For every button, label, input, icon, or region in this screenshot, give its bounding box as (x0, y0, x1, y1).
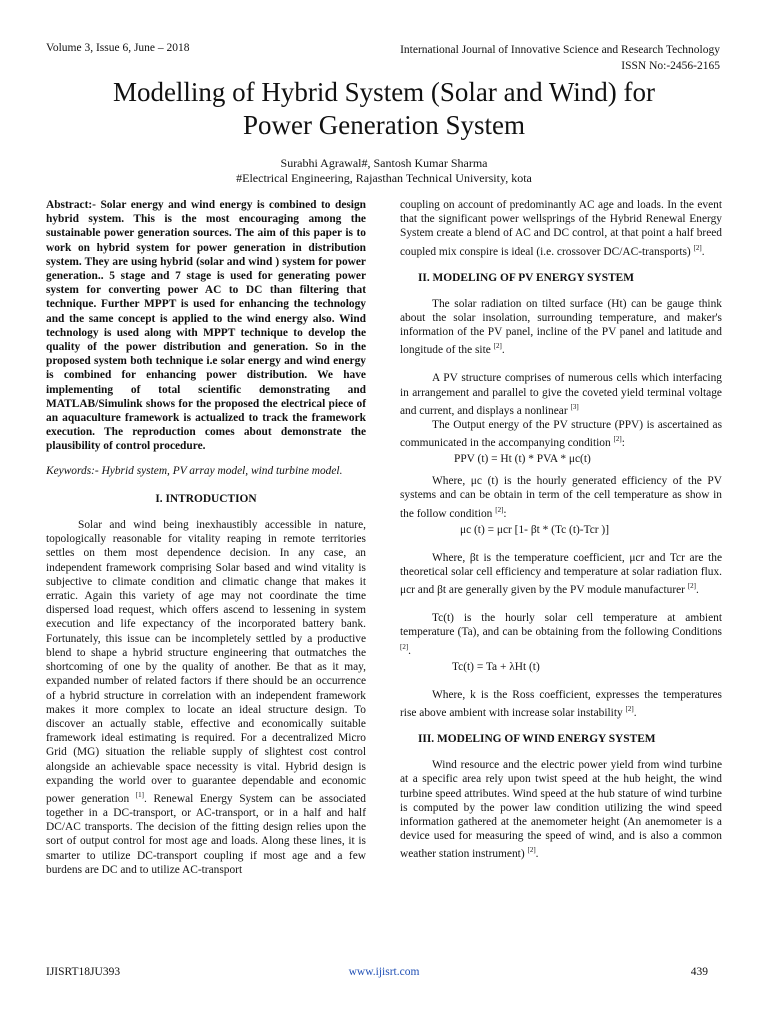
citation: [2] (613, 435, 622, 444)
right-column (400, 198, 722, 861)
intro-text: Solar and wind being inexhaustibly accessible in nature, topologically reasonable for vitality reaping in remote territories settles on them most dependence decision. In any case, an independent framework comprising Solar based and wind vitality is subjective to climate condition and climatic change that makes it erratic. Again this variety of age may not coordinate the time dispersed load request, which offers ascend to lessening in system execution and life expectancy of the incorporated battery bank. Fortunately, this issue can be incompletely settled by a productive blend to shape a hybrid structure engineering that outmatches the shortcoming of one by the quality of another. Be that as it may, expanded number of related factors if there should be an occurrence of a hybrid structure in correlation with an independent framework makes it more complex to locate an ideal structure design. To discover an actually stable, effective and economically suitable framework ideal estimating is required. For a decentralized Micro Grid (MG) situation the reliable supply of slightest cost control alongside an achievable space necessity is vital. Hybrid design is expanding the world over to guarantee dependable and economic power generation (46, 519, 366, 805)
paragraph: Tc(t) is the hourly solar cell temperature at ambient temperature (Ta), and can be obtaining from the following Conditions [2]. (400, 612, 722, 657)
journal-volume: Volume 3, Issue 6, June – 2018 (46, 42, 190, 54)
title-line-1: Modelling of Hybrid System (Solar and Wind) for (112, 77, 656, 107)
section-heading-wind: III. MODELING OF WIND ENERGY SYSTEM (418, 733, 656, 746)
paragraph-text: A PV structure comprises of numerous cells which interfacing in arrangement and parallel to give the coveted yield terminal voltage and current, and displays a nonlinear (400, 372, 722, 417)
section-heading-introduction: I. INTRODUCTION (155, 492, 257, 505)
citation: [2] (400, 642, 409, 651)
citation: [2] (493, 342, 502, 351)
intro-text-cont: . Renewal Energy System can be associated together in a DC-transport, or AC-transport, or in a half and half DC/AC transports. The decision of the fitting design relies upon the sort of output control for most age and loads. Along these lines, it is smarter to utilize DC-transport coupling if most age and a few burdens are DC and to utilize AC-transport (46, 792, 366, 876)
page-number: 439 (690, 966, 708, 978)
author-names: Surabhi Agrawal#, Santosh Kumar Sharma (280, 156, 488, 170)
citation: [1] (135, 790, 144, 799)
citation: [2] (625, 705, 634, 714)
journal-name: International Journal of Innovative Science and Research Technology (400, 44, 720, 56)
paragraph-text: Tc(t) is the hourly solar cell temperature at ambient temperature (Ta), and can be obtaining from the following Conditions (400, 612, 722, 639)
keywords: Keywords:- Hybrid system, PV array model, wind turbine model. (46, 464, 343, 477)
section-heading-pv: II. MODELING OF PV ENERGY SYSTEM (418, 271, 635, 284)
paragraph: Where, βt is the temperature coefficient, μcr and Tcr are the theoretical solar cell efficiency and temperature at solar radiation flux. μcr and βt are generally given by the PV module manufacturer [2]. (400, 551, 722, 597)
citation: [2] (495, 505, 504, 514)
paragraph: coupling on account of predominantly AC age and loads. In the event that the significant power wellsprings of the Hybrid Renewal Energy System create a blend of AC and DC control, at that point a half breed coupled mix conspire is ideal (i.e. crossover DC/AC-transports) [2]. (400, 199, 722, 258)
paragraph-text: The solar radiation on tilted surface (Ht) can be gauge think about the solar insolation, surrounding temperature, and maker's information of the PV panel, incline of the PV panel and latitude and longitude of the site (400, 297, 722, 357)
paragraph (400, 371, 722, 417)
equation-cell-temperature: Tc(t) = Ta + λHt (t) (452, 660, 540, 673)
citation: [2] (693, 243, 702, 252)
paragraph-text: coupling on account of predominantly AC age and loads. In the event that the significant power wellsprings of the Hybrid Renewal Energy System create a blend of AC and DC control, at that point a half breed coupled mix conspire is ideal (i.e. crossover DC/AC-transports) (400, 199, 722, 258)
paragraph: Where, μc (t) is the hourly generated efficiency of the PV systems and can be obtain in term of the cell temperature as show in the follow condition [2]: (400, 475, 722, 520)
paper-id: IJISRT18JU393 (46, 966, 121, 978)
paragraph-text: Where, μc (t) is the hourly generated efficiency of the PV systems and can be obtain in term of the cell temperature as show in the follow condition (400, 475, 722, 520)
author-affiliation: #Electrical Engineering, Rajasthan Technical University, kota (236, 171, 532, 185)
paragraph: The Output energy of the PV structure (PPV) is ascertained as communicated in the accompanying condition [2]: (400, 418, 722, 449)
citation: [3] (570, 402, 579, 411)
paragraph-text: Where, βt is the temperature coefficient, μcr and Tcr are the theoretical solar cell efficiency and temperature at solar radiation flux. μcr and βt are generally given by the PV module manufacturer (400, 551, 722, 597)
paragraph-text: Wind resource and the electric power yield from wind turbine at a specific area rely upon twist speed at the hub height, the wind turbine speed attributes. Wind speed at the hub stature of wind turbine is computed by the power law condition utilizing the wind speed information gathered at the anemometer height (An anemometer is a device used for measuring the speed of wind, and is also a common weather station instrument) (400, 759, 722, 861)
abstract: Abstract:- Solar energy and wind energy is combined to design hybrid system. This is the most encouraging among the sustainable power generation sources. The aim of this paper is to work on hybrid system for power generation in distribution system. They are using hybrid (solar and wind ) system for power generation.. 5 stage and 7 stage is used for generating power system for converting power AC to DC than filtering that technique. Further MPPT is used for enhancing the technology and the same concept is applied to the wind energy also. Wind technology is used along with MPPT technique to develop the quality of the power distribution and generation. So in the proposed system both technique i.e solar energy and wind energy is combined for enhancing power distribution. We have implementing of total scientific demonstrating and MATLAB/Simulink shows for the proposed the electrical piece of an aquaculture framework is actualized to track the framework execution. The reproduction comes about demonstrate the plausibility of control procedure. (46, 199, 366, 453)
paragraph: Where, k is the Ross coefficient, expresses the temperatures rise above ambient with increase solar instability [2]. (400, 688, 722, 719)
paragraph: Wind resource and the electric power yield from wind turbine at a specific area rely upon twist speed at the hub height, the wind turbine speed attributes. Wind speed at the hub stature of wind turbine is computed by the power law condition utilizing the wind speed information gathered at the anemometer height (An anemometer is a device used for measuring the speed of wind, and is also a common weather station instrument) [2]. (400, 759, 722, 861)
paper-title (40, 76, 728, 142)
citation: [2] (687, 582, 696, 591)
paragraph-text: Where, k is the Ross coefficient, expresses the temperatures rise above ambient with increase solar instability (400, 688, 722, 719)
paragraph-text: The Output energy of the PV structure (PPV) is ascertained as communicated in the accompanying condition (400, 418, 722, 449)
equation-ppv: PPV (t) = Ht (t) * PVA * μc(t) (454, 453, 591, 466)
citation: [2] (527, 846, 536, 855)
journal-issn: ISSN No:-2456-2165 (621, 60, 720, 72)
journal-url-link[interactable]: www.ijisrt.com (348, 966, 420, 978)
introduction-paragraph (46, 518, 366, 877)
journal-header (400, 42, 720, 74)
left-column (46, 198, 366, 877)
equation-efficiency: μc (t) = μcr [1- βt * (Tc (t)-Tcr )] (460, 523, 610, 536)
paragraph: The solar radiation on tilted surface (Ht) can be gauge think about the solar insolation, surrounding temperature, and maker's information of the PV panel, incline of the PV panel and latitude and longitude of the site [2]. (400, 297, 722, 357)
title-line-2: Power Generation System (243, 110, 525, 140)
author-block (0, 156, 768, 186)
